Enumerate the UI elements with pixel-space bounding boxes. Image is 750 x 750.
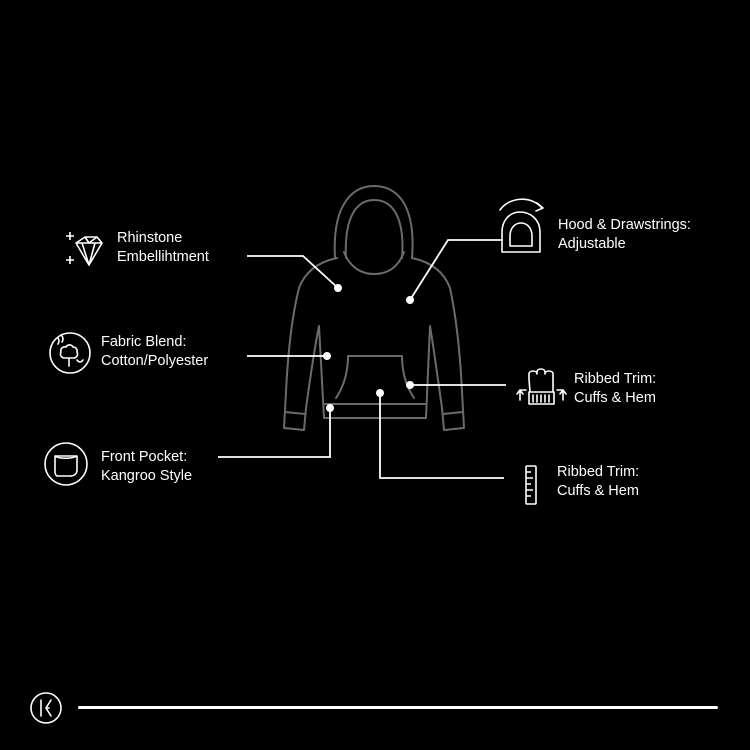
label-pocket-line1: Front Pocket: [101, 449, 188, 465]
dot-cuffs [406, 381, 414, 389]
label-fabric-line2: Cotton/Polyester [101, 353, 209, 369]
label-hem-line2: Cuffs & Hem [557, 483, 639, 499]
label-cuffs-line1: Ribbed Trim: [574, 371, 657, 387]
hood-icon [500, 199, 543, 252]
cotton-icon [50, 333, 90, 373]
callout-lines [218, 240, 506, 478]
label-hood-line1: Hood & Drawstrings: [558, 217, 691, 233]
label-hem-line1: Ribbed Trim: [557, 464, 640, 480]
label-fabric-line1: Fabric Blend: [101, 334, 187, 350]
label-pocket [101, 448, 192, 486]
label-fabric [101, 333, 208, 371]
pocket-icon [45, 443, 87, 485]
label-hood [558, 216, 691, 254]
dot-pocket [326, 404, 334, 412]
hoodie-outline [284, 186, 464, 430]
label-rhinestone [117, 229, 209, 267]
label-cuffs-line2: Cuffs & Hem [574, 390, 656, 406]
callout-line-hood [410, 240, 503, 300]
diamond-icon [66, 232, 102, 265]
label-rhinestone-line1: Rhinstone [117, 230, 183, 246]
dot-hood [406, 296, 414, 304]
dot-rhinestone [334, 284, 342, 292]
brand-logo [31, 693, 61, 723]
label-hood-line2: Adjustable [558, 236, 626, 252]
label-hem [557, 463, 639, 501]
callout-dots [323, 284, 414, 412]
label-pocket-line2: Kangroo Style [101, 468, 193, 484]
label-rhinestone-line2: Embellihtment [117, 249, 209, 265]
dot-fabric [323, 352, 331, 360]
callout-line-pocket [218, 408, 330, 457]
footer-divider [78, 706, 718, 709]
fist-icon [517, 369, 566, 404]
dot-hem [376, 389, 384, 397]
label-cuffs [574, 370, 656, 408]
ruler-icon [526, 466, 536, 504]
callout-line-rhinestone [247, 256, 338, 288]
